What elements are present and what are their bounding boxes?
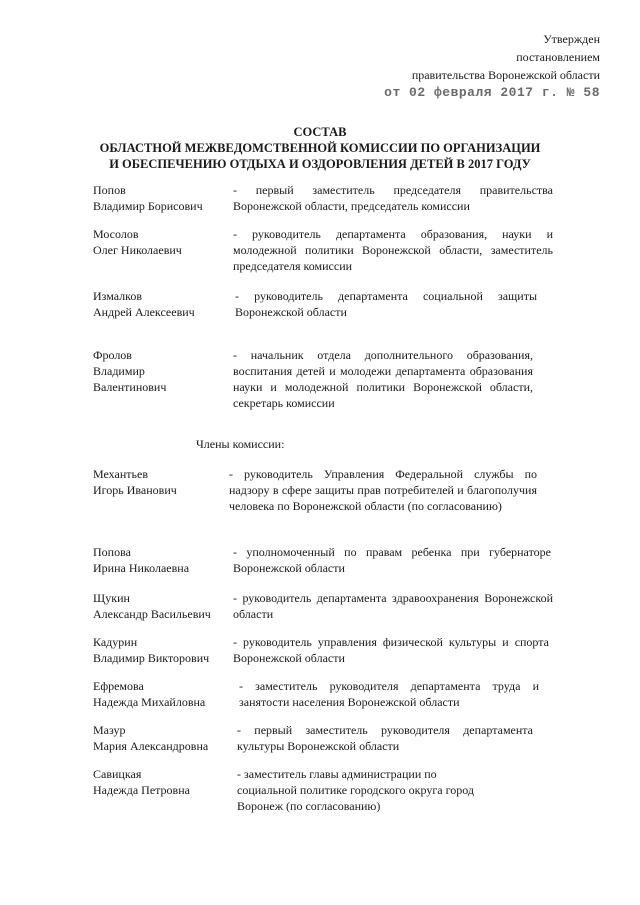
member-surname: Ефремова	[93, 679, 144, 693]
member-given-name: Надежда Петровна	[93, 783, 190, 797]
member-role: - начальник отдела дополнительного образования, воспитания детей и молодежи департамента образования науки и молодежной политики Воронежской области, секретарь комиссии	[233, 348, 533, 410]
member-surname: Щукин	[93, 591, 130, 605]
member-name	[93, 226, 228, 258]
member-surname: Мазур	[93, 723, 126, 737]
member-surname: Попов	[93, 183, 126, 197]
member-name	[93, 634, 228, 666]
member-given-name: Владимир Борисович	[93, 199, 203, 213]
member-role: - руководитель департамента социальной защиты Воронежской области	[235, 289, 537, 319]
member-name	[93, 678, 228, 710]
member-given-name: Надежда Михайловна	[93, 695, 206, 709]
member-role: - заместитель главы администрации по социальной политике городского округа город Воронеж (по согласованию)	[237, 767, 474, 813]
member-given-name: Владимир Викторович	[93, 651, 210, 665]
member-name	[93, 544, 228, 576]
member-name	[93, 766, 228, 798]
member-surname: Механтьев	[93, 467, 148, 481]
member-role: - руководитель департамента образования, науки и молодежной политики Воронежской области, заместитель председателя комиссии	[233, 227, 553, 273]
member-surname: Фролов	[93, 348, 132, 362]
member-surname: Савицкая	[93, 767, 142, 781]
approval-date-stamp: от 02 февраля 2017 г. № 58	[384, 85, 600, 100]
member-name	[93, 722, 228, 754]
member-name	[93, 288, 228, 320]
member-given-name: Игорь Иванович	[93, 483, 177, 497]
member-surname: Попова	[93, 545, 131, 559]
member-role: - первый заместитель руководителя департамента культуры Воронежской области	[237, 723, 533, 753]
member-role: - первый заместитель председателя правительства Воронежской области, председатель комиссии	[233, 183, 553, 213]
member-role: - руководитель управления физической культуры и спорта Воронежской области	[233, 635, 549, 665]
member-given-name: Александр Васильевич	[93, 607, 211, 621]
member-given-name: Ирина Николаевна	[93, 561, 190, 575]
member-patronymic: Валентинович	[93, 380, 167, 394]
member-given-name: Владимир	[93, 364, 145, 378]
title-line-3: И ОБЕСПЕЧЕНИЮ ОТДЫХА И ОЗДОРОВЛЕНИЯ ДЕТЕЙ В 2017 ГОДУ	[109, 157, 531, 171]
title-line-1: СОСТАВ	[293, 125, 347, 139]
member-surname: Мосолов	[93, 227, 139, 241]
document-title	[0, 124, 640, 172]
member-name	[93, 347, 228, 395]
member-surname: Кадурин	[93, 635, 138, 649]
member-given-name: Олег Николаевич	[93, 243, 182, 257]
member-name	[93, 182, 228, 214]
approval-line-government: правительства Воронежской области	[411, 68, 600, 82]
member-given-name: Андрей Алексеевич	[93, 305, 195, 319]
member-name	[93, 466, 228, 498]
member-given-name: Мария Александровна	[93, 739, 209, 753]
member-role: - уполномоченный по правам ребенка при губернаторе Воронежской области	[233, 545, 551, 575]
title-line-2: ОБЛАСТНОЙ МЕЖВЕДОМСТВЕННОЙ КОМИССИИ ПО ОРГАНИЗАЦИИ	[99, 141, 541, 155]
members-heading: Члены комиссии:	[196, 437, 285, 451]
approval-block	[340, 30, 600, 102]
approval-line-resolution: постановлением	[516, 50, 600, 64]
member-role: - руководитель департамента здравоохранения Воронежской области	[233, 591, 553, 621]
member-role: - руководитель Управления Федеральной службы по надзору в сфере защиты прав потребителей и благополучия человека по Воронежской области (по согласованию)	[229, 467, 537, 513]
approval-line-approved: Утвержден	[543, 32, 600, 46]
member-surname: Измалков	[93, 289, 143, 303]
member-role: - заместитель руководителя департамента труда и занятости населения Воронежской области	[239, 679, 539, 709]
member-name	[93, 590, 228, 622]
